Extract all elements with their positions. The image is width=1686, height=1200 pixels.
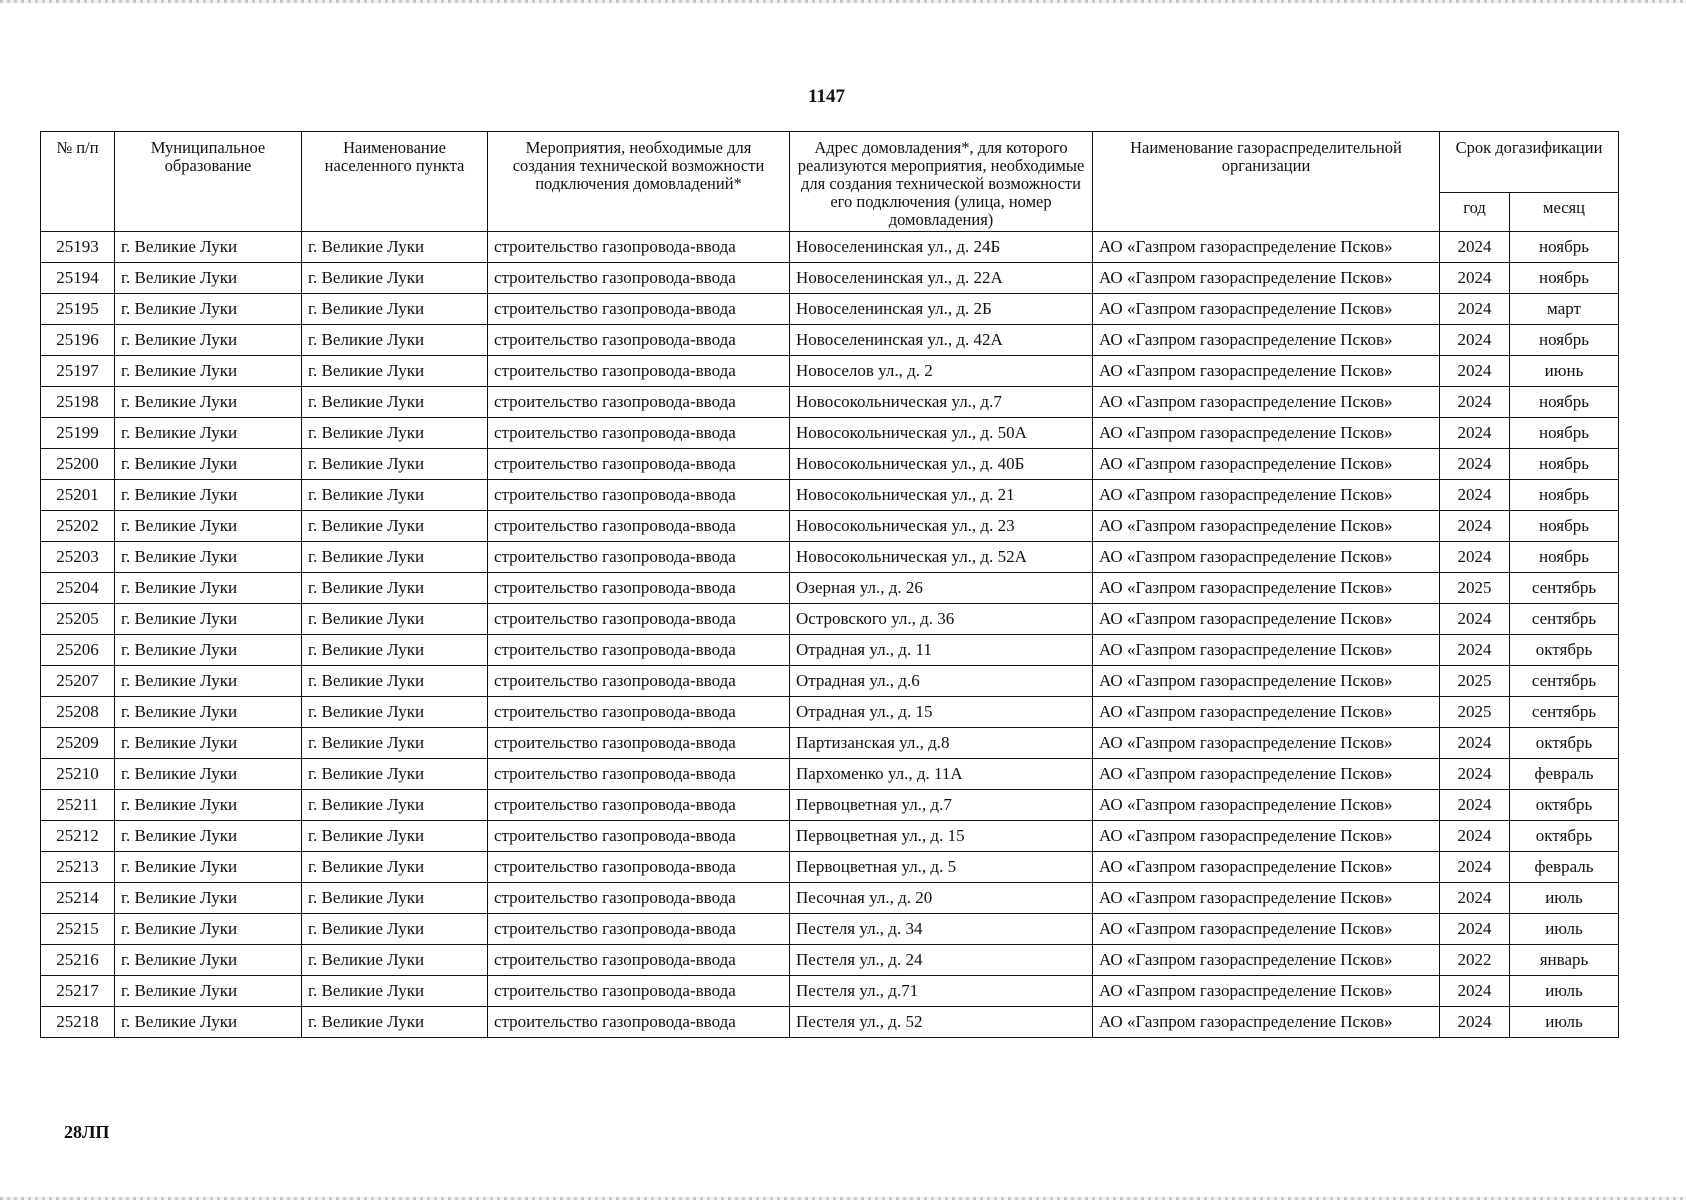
cell-year: 2024 (1440, 821, 1510, 852)
table-row (41, 883, 1619, 914)
cell-num: 25201 (41, 480, 115, 511)
cell-address: Новоселенинская ул., д. 2Б (790, 294, 1093, 325)
cell-activity: строительство газопровода-ввода (488, 697, 790, 728)
cell-month: февраль (1510, 759, 1619, 790)
cell-month: ноябрь (1510, 480, 1619, 511)
cell-year: 2024 (1440, 976, 1510, 1007)
cell-municipality: г. Великие Луки (115, 294, 302, 325)
cell-municipality: г. Великие Луки (115, 1007, 302, 1038)
cell-activity: строительство газопровода-ввода (488, 976, 790, 1007)
cell-municipality: г. Великие Луки (115, 728, 302, 759)
cell-year: 2025 (1440, 573, 1510, 604)
cell-month: октябрь (1510, 728, 1619, 759)
cell-municipality: г. Великие Луки (115, 511, 302, 542)
cell-locality: г. Великие Луки (302, 852, 488, 883)
cell-num: 25207 (41, 666, 115, 697)
cell-month: январь (1510, 945, 1619, 976)
cell-year: 2024 (1440, 325, 1510, 356)
cell-address: Островского ул., д. 36 (790, 604, 1093, 635)
cell-municipality: г. Великие Луки (115, 356, 302, 387)
cell-num: 25214 (41, 883, 115, 914)
cell-activity: строительство газопровода-ввода (488, 883, 790, 914)
cell-municipality: г. Великие Луки (115, 883, 302, 914)
gasification-table (40, 131, 1619, 1038)
cell-address: Пестеля ул., д. 52 (790, 1007, 1093, 1038)
cell-municipality: г. Великие Луки (115, 418, 302, 449)
cell-organization: АО «Газпром газораспределение Псков» (1093, 666, 1440, 697)
cell-num: 25218 (41, 1007, 115, 1038)
cell-municipality: г. Великие Луки (115, 232, 302, 263)
cell-organization: АО «Газпром газораспределение Псков» (1093, 356, 1440, 387)
cell-num: 25217 (41, 976, 115, 1007)
cell-organization: АО «Газпром газораспределение Псков» (1093, 697, 1440, 728)
cell-month: сентябрь (1510, 604, 1619, 635)
cell-activity: строительство газопровода-ввода (488, 945, 790, 976)
cell-month: июль (1510, 914, 1619, 945)
cell-activity: строительство газопровода-ввода (488, 263, 790, 294)
cell-year: 2024 (1440, 263, 1510, 294)
cell-address: Новосокольническая ул., д. 21 (790, 480, 1093, 511)
header-row (41, 132, 1619, 193)
cell-locality: г. Великие Луки (302, 728, 488, 759)
cell-month: ноябрь (1510, 511, 1619, 542)
cell-municipality: г. Великие Луки (115, 635, 302, 666)
cell-municipality: г. Великие Луки (115, 573, 302, 604)
cell-organization: АО «Газпром газораспределение Псков» (1093, 294, 1440, 325)
cell-address: Первоцветная ул., д.7 (790, 790, 1093, 821)
cell-organization: АО «Газпром газораспределение Псков» (1093, 728, 1440, 759)
cell-municipality: г. Великие Луки (115, 325, 302, 356)
cell-year: 2024 (1440, 449, 1510, 480)
cell-year: 2024 (1440, 852, 1510, 883)
cell-organization: АО «Газпром газораспределение Псков» (1093, 511, 1440, 542)
cell-activity: строительство газопровода-ввода (488, 232, 790, 263)
cell-locality: г. Великие Луки (302, 480, 488, 511)
cell-organization: АО «Газпром газораспределение Псков» (1093, 821, 1440, 852)
cell-address: Пархоменко ул., д. 11А (790, 759, 1093, 790)
cell-month: июль (1510, 1007, 1619, 1038)
cell-activity: строительство газопровода-ввода (488, 418, 790, 449)
cell-num: 25216 (41, 945, 115, 976)
table-row (41, 790, 1619, 821)
table-row (41, 945, 1619, 976)
cell-organization: АО «Газпром газораспределение Псков» (1093, 325, 1440, 356)
page-number: 1147 (808, 86, 845, 107)
cell-organization: АО «Газпром газораспределение Псков» (1093, 790, 1440, 821)
cell-year: 2024 (1440, 387, 1510, 418)
cell-month: октябрь (1510, 821, 1619, 852)
cell-organization: АО «Газпром газораспределение Псков» (1093, 542, 1440, 573)
header-locality: Наименование населенного пункта (302, 132, 488, 232)
cell-locality: г. Великие Луки (302, 883, 488, 914)
header-month: месяц (1510, 193, 1619, 232)
cell-organization: АО «Газпром газораспределение Псков» (1093, 852, 1440, 883)
cell-address: Новоселов ул., д. 2 (790, 356, 1093, 387)
cell-locality: г. Великие Луки (302, 697, 488, 728)
cell-activity: строительство газопровода-ввода (488, 728, 790, 759)
cell-num: 25210 (41, 759, 115, 790)
cell-organization: АО «Газпром газораспределение Псков» (1093, 449, 1440, 480)
cell-num: 25198 (41, 387, 115, 418)
cell-activity: строительство газопровода-ввода (488, 914, 790, 945)
cell-municipality: г. Великие Луки (115, 945, 302, 976)
cell-num: 25204 (41, 573, 115, 604)
cell-municipality: г. Великие Луки (115, 790, 302, 821)
cell-organization: АО «Газпром газораспределение Псков» (1093, 604, 1440, 635)
cell-activity: строительство газопровода-ввода (488, 356, 790, 387)
cell-address: Пестеля ул., д.71 (790, 976, 1093, 1007)
cell-activity: строительство газопровода-ввода (488, 635, 790, 666)
cell-address: Новосокольническая ул., д.7 (790, 387, 1093, 418)
cell-organization: АО «Газпром газораспределение Псков» (1093, 418, 1440, 449)
cell-address: Первоцветная ул., д. 15 (790, 821, 1093, 852)
cell-municipality: г. Великие Луки (115, 542, 302, 573)
cell-year: 2024 (1440, 1007, 1510, 1038)
cell-num: 25215 (41, 914, 115, 945)
cell-activity: строительство газопровода-ввода (488, 511, 790, 542)
cell-organization: АО «Газпром газораспределение Псков» (1093, 263, 1440, 294)
table-row (41, 976, 1619, 1007)
cell-organization: АО «Газпром газораспределение Псков» (1093, 387, 1440, 418)
cell-organization: АО «Газпром газораспределение Псков» (1093, 480, 1440, 511)
header-year: год (1440, 193, 1510, 232)
cell-activity: строительство газопровода-ввода (488, 573, 790, 604)
cell-locality: г. Великие Луки (302, 263, 488, 294)
cell-activity: строительство газопровода-ввода (488, 480, 790, 511)
cell-num: 25206 (41, 635, 115, 666)
cell-num: 25208 (41, 697, 115, 728)
table-body (41, 232, 1619, 1038)
table-row (41, 821, 1619, 852)
cell-month: ноябрь (1510, 418, 1619, 449)
cell-locality: г. Великие Луки (302, 511, 488, 542)
header-address: Адрес домовладения*, для которого реализуются мероприятия, необходимые для создания технической возможности его подключения (улица, номер домовладения) (790, 132, 1093, 232)
cell-locality: г. Великие Луки (302, 976, 488, 1007)
cell-year: 2024 (1440, 759, 1510, 790)
cell-address: Новосокольническая ул., д. 23 (790, 511, 1093, 542)
cell-locality: г. Великие Луки (302, 604, 488, 635)
cell-year: 2024 (1440, 914, 1510, 945)
cell-num: 25205 (41, 604, 115, 635)
cell-activity: строительство газопровода-ввода (488, 604, 790, 635)
cell-locality: г. Великие Луки (302, 790, 488, 821)
cell-address: Новоселенинская ул., д. 24Б (790, 232, 1093, 263)
cell-address: Новоселенинская ул., д. 22А (790, 263, 1093, 294)
cell-address: Новосокольническая ул., д. 52А (790, 542, 1093, 573)
table-row (41, 697, 1619, 728)
cell-num: 25195 (41, 294, 115, 325)
cell-locality: г. Великие Луки (302, 418, 488, 449)
cell-municipality: г. Великие Луки (115, 697, 302, 728)
cell-month: ноябрь (1510, 542, 1619, 573)
cell-address: Отрадная ул., д. 11 (790, 635, 1093, 666)
table-row (41, 604, 1619, 635)
cell-num: 25196 (41, 325, 115, 356)
cell-year: 2025 (1440, 666, 1510, 697)
table-row (41, 511, 1619, 542)
cell-month: сентябрь (1510, 573, 1619, 604)
cell-month: сентябрь (1510, 666, 1619, 697)
cell-month: июнь (1510, 356, 1619, 387)
cell-organization: АО «Газпром газораспределение Псков» (1093, 232, 1440, 263)
cell-locality: г. Великие Луки (302, 945, 488, 976)
cell-municipality: г. Великие Луки (115, 914, 302, 945)
cell-activity: строительство газопровода-ввода (488, 325, 790, 356)
cell-month: март (1510, 294, 1619, 325)
table-row (41, 573, 1619, 604)
cell-address: Новосокольническая ул., д. 50А (790, 418, 1093, 449)
cell-municipality: г. Великие Луки (115, 976, 302, 1007)
table-row (41, 387, 1619, 418)
cell-address: Отрадная ул., д.6 (790, 666, 1093, 697)
table-row (41, 418, 1619, 449)
cell-month: февраль (1510, 852, 1619, 883)
cell-locality: г. Великие Луки (302, 294, 488, 325)
cell-organization: АО «Газпром газораспределение Псков» (1093, 976, 1440, 1007)
cell-address: Пестеля ул., д. 24 (790, 945, 1093, 976)
header-municipality: Муниципальное образование (115, 132, 302, 232)
cell-num: 25197 (41, 356, 115, 387)
header-term: Срок догазификации (1440, 132, 1619, 193)
table-row (41, 666, 1619, 697)
header-organization: Наименование газораспределительной организации (1093, 132, 1440, 232)
cell-municipality: г. Великие Луки (115, 263, 302, 294)
table-row (41, 852, 1619, 883)
table-row (41, 914, 1619, 945)
cell-organization: АО «Газпром газораспределение Псков» (1093, 914, 1440, 945)
cell-address: Партизанская ул., д.8 (790, 728, 1093, 759)
cell-year: 2024 (1440, 542, 1510, 573)
cell-locality: г. Великие Луки (302, 449, 488, 480)
cell-year: 2024 (1440, 294, 1510, 325)
cell-municipality: г. Великие Луки (115, 852, 302, 883)
cell-activity: строительство газопровода-ввода (488, 387, 790, 418)
cell-year: 2024 (1440, 480, 1510, 511)
cell-year: 2024 (1440, 635, 1510, 666)
cell-locality: г. Великие Луки (302, 573, 488, 604)
cell-municipality: г. Великие Луки (115, 604, 302, 635)
table-row (41, 232, 1619, 263)
cell-activity: строительство газопровода-ввода (488, 852, 790, 883)
cell-municipality: г. Великие Луки (115, 387, 302, 418)
cell-activity: строительство газопровода-ввода (488, 294, 790, 325)
cell-num: 25200 (41, 449, 115, 480)
cell-month: ноябрь (1510, 263, 1619, 294)
cell-year: 2024 (1440, 883, 1510, 914)
cell-num: 25212 (41, 821, 115, 852)
cell-month: ноябрь (1510, 449, 1619, 480)
cell-num: 25202 (41, 511, 115, 542)
cell-municipality: г. Великие Луки (115, 449, 302, 480)
cell-activity: строительство газопровода-ввода (488, 449, 790, 480)
cell-month: октябрь (1510, 790, 1619, 821)
cell-num: 25193 (41, 232, 115, 263)
table-row (41, 263, 1619, 294)
cell-locality: г. Великие Луки (302, 325, 488, 356)
cell-num: 25209 (41, 728, 115, 759)
cell-month: июль (1510, 883, 1619, 914)
cell-year: 2024 (1440, 728, 1510, 759)
cell-locality: г. Великие Луки (302, 232, 488, 263)
cell-month: октябрь (1510, 635, 1619, 666)
cell-organization: АО «Газпром газораспределение Псков» (1093, 1007, 1440, 1038)
cell-year: 2024 (1440, 418, 1510, 449)
cell-organization: АО «Газпром газораспределение Псков» (1093, 945, 1440, 976)
cell-municipality: г. Великие Луки (115, 480, 302, 511)
cell-address: Песочная ул., д. 20 (790, 883, 1093, 914)
cell-year: 2024 (1440, 356, 1510, 387)
cell-address: Пестеля ул., д. 34 (790, 914, 1093, 945)
cell-address: Первоцветная ул., д. 5 (790, 852, 1093, 883)
cell-activity: строительство газопровода-ввода (488, 666, 790, 697)
cell-month: ноябрь (1510, 387, 1619, 418)
cell-organization: АО «Газпром газораспределение Псков» (1093, 635, 1440, 666)
cell-activity: строительство газопровода-ввода (488, 759, 790, 790)
cell-num: 25211 (41, 790, 115, 821)
table-row (41, 325, 1619, 356)
table-row (41, 480, 1619, 511)
cell-municipality: г. Великие Луки (115, 666, 302, 697)
cell-locality: г. Великие Луки (302, 914, 488, 945)
footer-code: 28ЛП (64, 1122, 110, 1142)
cell-municipality: г. Великие Луки (115, 821, 302, 852)
cell-year: 2024 (1440, 232, 1510, 263)
cell-year: 2024 (1440, 790, 1510, 821)
cell-address: Новосокольническая ул., д. 40Б (790, 449, 1093, 480)
cell-num: 25194 (41, 263, 115, 294)
cell-organization: АО «Газпром газораспределение Псков» (1093, 759, 1440, 790)
cell-locality: г. Великие Луки (302, 356, 488, 387)
cell-organization: АО «Газпром газораспределение Псков» (1093, 883, 1440, 914)
cell-locality: г. Великие Луки (302, 1007, 488, 1038)
cell-locality: г. Великие Луки (302, 666, 488, 697)
cell-activity: строительство газопровода-ввода (488, 542, 790, 573)
cell-address: Озерная ул., д. 26 (790, 573, 1093, 604)
table-row (41, 728, 1619, 759)
cell-month: ноябрь (1510, 232, 1619, 263)
cell-year: 2024 (1440, 511, 1510, 542)
cell-month: июль (1510, 976, 1619, 1007)
cell-address: Отрадная ул., д. 15 (790, 697, 1093, 728)
cell-activity: строительство газопровода-ввода (488, 790, 790, 821)
table-row (41, 635, 1619, 666)
table-row (41, 542, 1619, 573)
cell-locality: г. Великие Луки (302, 759, 488, 790)
cell-year: 2024 (1440, 604, 1510, 635)
cell-activity: строительство газопровода-ввода (488, 821, 790, 852)
table-row (41, 1007, 1619, 1038)
table-row (41, 759, 1619, 790)
cell-num: 25203 (41, 542, 115, 573)
cell-organization: АО «Газпром газораспределение Псков» (1093, 573, 1440, 604)
cell-locality: г. Великие Луки (302, 387, 488, 418)
cell-activity: строительство газопровода-ввода (488, 1007, 790, 1038)
cell-month: сентябрь (1510, 697, 1619, 728)
cell-address: Новоселенинская ул., д. 42А (790, 325, 1093, 356)
cell-year: 2022 (1440, 945, 1510, 976)
table-row (41, 356, 1619, 387)
cell-year: 2025 (1440, 697, 1510, 728)
header-activity: Мероприятия, необходимые для создания технической возможности подключения домовладений* (488, 132, 790, 232)
table-row (41, 449, 1619, 480)
cell-num: 25199 (41, 418, 115, 449)
cell-num: 25213 (41, 852, 115, 883)
cell-locality: г. Великие Луки (302, 542, 488, 573)
cell-municipality: г. Великие Луки (115, 759, 302, 790)
cell-month: ноябрь (1510, 325, 1619, 356)
cell-locality: г. Великие Луки (302, 635, 488, 666)
scan-edge-top (0, 0, 1686, 3)
header-num: № п/п (41, 132, 115, 232)
table-row (41, 294, 1619, 325)
cell-locality: г. Великие Луки (302, 821, 488, 852)
